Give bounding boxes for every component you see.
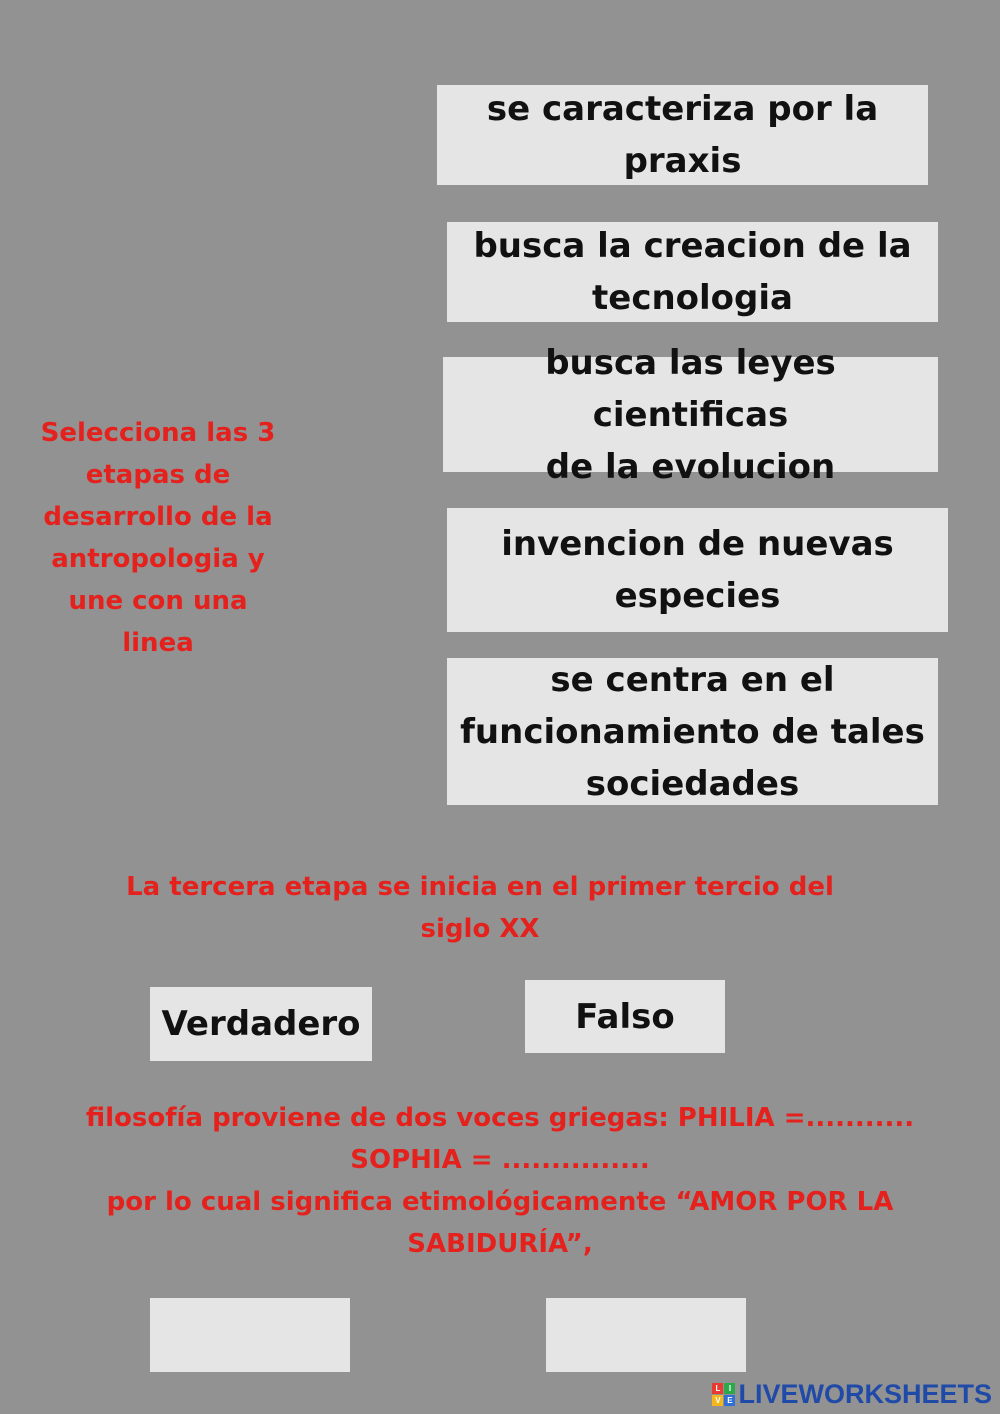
card-text-line: invencion de nuevas xyxy=(501,524,894,564)
etymology-line: filosofía proviene de dos voces griegas: PHILIA =........... xyxy=(85,1103,915,1133)
philia-answer-input[interactable] xyxy=(150,1298,350,1372)
etymology-line: por lo cual significa etimológicamente “AMOR POR LA xyxy=(106,1187,894,1217)
logo-text: LIVEWORKSHEETS xyxy=(738,1379,992,1409)
false-button[interactable]: Falso xyxy=(525,980,725,1053)
instructions-line: une con una xyxy=(68,586,248,616)
match-card-praxis[interactable] xyxy=(437,85,928,185)
logo-grid-cell: E xyxy=(724,1395,735,1406)
logo-grid-cell: L xyxy=(712,1383,723,1394)
instructions-text xyxy=(28,412,288,664)
etymology-text xyxy=(40,1097,960,1265)
etymology-line: SABIDURÍA”, xyxy=(407,1229,593,1259)
match-card-societies[interactable] xyxy=(447,658,938,805)
sophia-answer-input[interactable] xyxy=(546,1298,746,1372)
card-text-line: especies xyxy=(614,576,781,616)
card-text-line: funcionamiento de tales xyxy=(460,711,925,752)
card-text-line: se centra en el xyxy=(550,659,835,700)
instructions-line: desarrollo de la xyxy=(43,502,273,532)
logo-grid-icon xyxy=(712,1383,735,1406)
instructions-line: etapas de xyxy=(85,460,231,490)
card-text-line: tecnologia xyxy=(592,278,793,318)
card-text-line: se caracteriza por la xyxy=(486,89,879,129)
card-text-line: praxis xyxy=(623,141,742,181)
etymology-line: SOPHIA = ............... xyxy=(350,1145,650,1175)
instructions-line: linea xyxy=(122,628,194,658)
logo-grid-cell: I xyxy=(724,1383,735,1394)
match-card-technology[interactable] xyxy=(447,222,938,322)
card-text-line: de la evolucion xyxy=(545,446,836,487)
instructions-line: antropologia y xyxy=(51,544,265,574)
true-false-statement xyxy=(80,866,880,950)
statement-line: siglo XX xyxy=(420,914,540,944)
true-button[interactable]: Verdadero xyxy=(150,987,372,1061)
logo-grid-cell: V xyxy=(712,1395,723,1406)
statement-line: La tercera etapa se inicia en el primer tercio del xyxy=(126,872,834,902)
match-card-new-species[interactable] xyxy=(447,508,948,632)
match-card-evolution-laws[interactable] xyxy=(443,342,938,487)
instructions-line: Selecciona las 3 xyxy=(40,418,276,448)
card-text-line: busca las leyes cientificas xyxy=(545,342,836,435)
card-text-line: sociedades xyxy=(585,763,800,804)
liveworksheets-logo xyxy=(712,1379,992,1410)
card-text-line: busca la creacion de la xyxy=(473,226,912,266)
